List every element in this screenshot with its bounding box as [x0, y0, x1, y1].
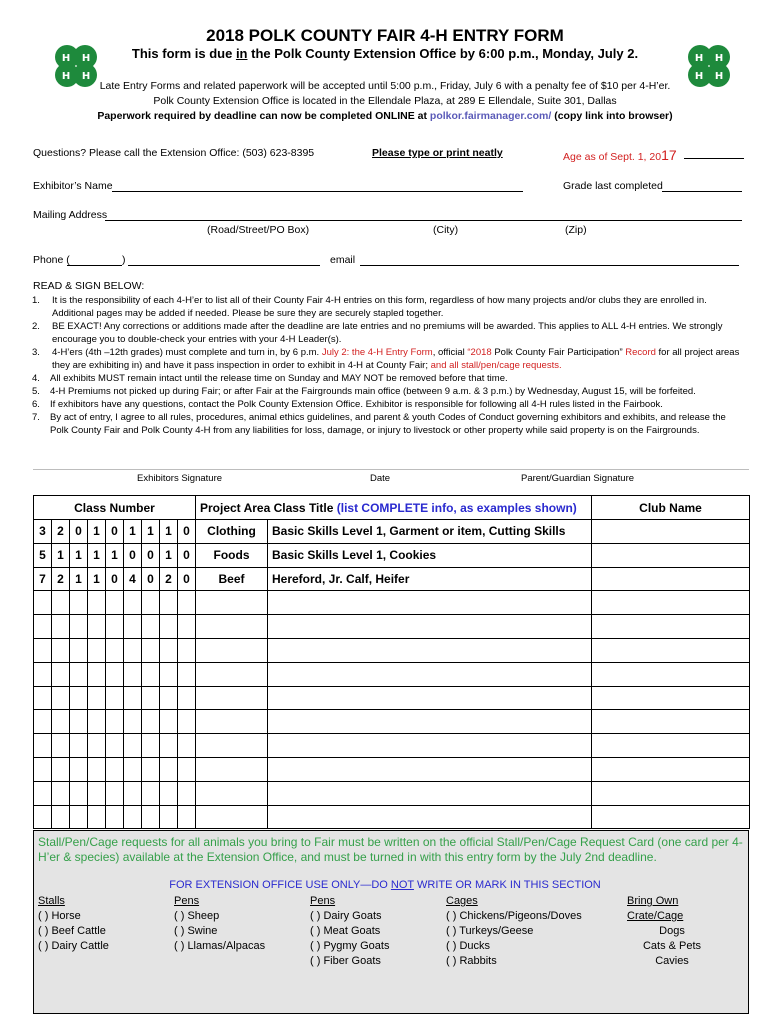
project-area-cell[interactable]: [196, 686, 268, 710]
stall-checkbox-item[interactable]: ( ) Horse: [38, 910, 81, 922]
office-location: Polk County Extension Office is located in the Ellendale Plaza, at 289 E Ellendale, Suite 301, Dallas: [153, 95, 617, 107]
class-digit-cell[interactable]: [160, 805, 178, 829]
class-digit-cell[interactable]: [124, 686, 142, 710]
table-row: [34, 805, 750, 829]
class-digit-cell[interactable]: [34, 662, 52, 686]
project-title-header: Project Area Class Title (list COMPLETE info, as examples shown): [196, 496, 592, 520]
age-field[interactable]: [684, 158, 744, 159]
class-digit-cell[interactable]: 7: [34, 567, 52, 591]
club-name-cell[interactable]: [592, 734, 750, 758]
class-title-cell[interactable]: [268, 805, 592, 829]
rule-item: 6. If exhibitors have any questions, contact the Polk County Extension Office. Exhibitor is responsible for following all 4-H rules listed in the Fairbook.: [32, 399, 663, 410]
class-digit-cell[interactable]: [178, 662, 196, 686]
project-area-cell[interactable]: [196, 734, 268, 758]
club-name-cell[interactable]: [592, 520, 750, 544]
class-digit-cell[interactable]: [124, 591, 142, 615]
class-digit-cell[interactable]: [160, 757, 178, 781]
class-digit-cell[interactable]: 2: [52, 520, 70, 544]
class-digit-cell[interactable]: [142, 757, 160, 781]
project-area-cell[interactable]: Clothing: [196, 520, 268, 544]
class-digit-cell[interactable]: [178, 805, 196, 829]
table-row: [34, 638, 750, 662]
pen-checkbox-item[interactable]: ( ) Llamas/Alpacas: [174, 940, 266, 952]
class-digit-cell[interactable]: [142, 805, 160, 829]
svg-text:H: H: [694, 53, 704, 64]
class-digit-cell[interactable]: [106, 781, 124, 805]
project-area-cell[interactable]: [196, 805, 268, 829]
pen-checkbox-item[interactable]: ( ) Dairy Goats: [310, 910, 382, 922]
exhibitor-signature-label: Exhibitors Signature: [137, 473, 223, 484]
pen-checkbox-item[interactable]: ( ) Fiber Goats: [310, 955, 381, 967]
class-digit-cell[interactable]: [70, 686, 88, 710]
class-digit-cell[interactable]: [88, 686, 106, 710]
class-digit-cell[interactable]: [88, 710, 106, 734]
rule-item: 1. It is the responsibility of each 4-H’er to list all of their County Fair 4-H entries on this form, regardless of how many projects and/or clubs they are enrolled in. Additional pages may be added if needed. Please be sure they are securely stapled together.: [32, 295, 707, 319]
age-label: Age as of Sept. 1, 2017: [563, 147, 677, 163]
club-name-cell[interactable]: [592, 686, 750, 710]
class-title-cell[interactable]: [268, 638, 592, 662]
class-digit-cell[interactable]: [34, 591, 52, 615]
table-row: [34, 710, 750, 734]
class-digit-cell[interactable]: [88, 781, 106, 805]
table-header-row: [34, 496, 750, 520]
class-digit-cell[interactable]: 1: [124, 520, 142, 544]
cages-column: [446, 894, 582, 969]
svg-text:H: H: [714, 53, 724, 64]
class-digit-cell[interactable]: [160, 686, 178, 710]
class-digit-cell[interactable]: [88, 805, 106, 829]
phone-label: Phone (: [33, 254, 70, 266]
class-digit-cell[interactable]: [34, 805, 52, 829]
svg-text:H: H: [81, 71, 91, 82]
svg-text:H: H: [81, 53, 91, 64]
class-digit-cell[interactable]: [106, 591, 124, 615]
class-digit-cell[interactable]: [106, 734, 124, 758]
class-digit-cell[interactable]: [124, 781, 142, 805]
project-area-cell[interactable]: Beef: [196, 567, 268, 591]
club-name-cell[interactable]: [592, 781, 750, 805]
class-digit-cell[interactable]: 4: [124, 567, 142, 591]
class-title-cell[interactable]: [268, 734, 592, 758]
class-digit-cell[interactable]: 0: [142, 543, 160, 567]
zip-hint: (Zip): [565, 224, 587, 236]
office-use-notice: FOR EXTENSION OFFICE USE ONLY—DO NOT WRITE OR MARK IN THIS SECTION: [169, 879, 601, 891]
class-digit-cell[interactable]: [52, 757, 70, 781]
class-digit-cell[interactable]: [88, 734, 106, 758]
class-digit-cell[interactable]: 1: [106, 543, 124, 567]
cage-checkbox-item[interactable]: ( ) Rabbits: [446, 955, 497, 967]
class-digit-cell[interactable]: 0: [70, 520, 88, 544]
phone-close-paren: ): [122, 254, 126, 266]
email-field[interactable]: [360, 265, 739, 266]
project-area-cell[interactable]: [196, 662, 268, 686]
stall-checkbox-item[interactable]: ( ) Beef Cattle: [38, 925, 106, 937]
class-digit-cell[interactable]: [52, 662, 70, 686]
pen-checkbox-item[interactable]: ( ) Meat Goats: [310, 925, 381, 937]
class-digit-cell[interactable]: [178, 781, 196, 805]
table-row: [34, 543, 750, 567]
table-row: [34, 734, 750, 758]
class-digit-cell[interactable]: [106, 615, 124, 639]
class-digit-cell[interactable]: [52, 615, 70, 639]
project-area-cell[interactable]: [196, 781, 268, 805]
class-digit-cell[interactable]: [34, 638, 52, 662]
club-name-cell[interactable]: [592, 710, 750, 734]
club-name-cell[interactable]: [592, 567, 750, 591]
class-digit-cell[interactable]: [160, 734, 178, 758]
signature-line[interactable]: [33, 469, 749, 470]
svg-text:H: H: [694, 71, 704, 82]
class-digit-cell[interactable]: 0: [142, 567, 160, 591]
grade-label: Grade last completed: [563, 180, 663, 192]
class-digit-cell[interactable]: [34, 710, 52, 734]
club-name-cell[interactable]: [592, 805, 750, 829]
class-title-cell[interactable]: Basic Skills Level 1, Cookies: [268, 543, 592, 567]
email-label: email: [330, 254, 356, 266]
pens-column-2: [310, 894, 389, 969]
class-digit-cell[interactable]: 2: [160, 567, 178, 591]
class-title-cell[interactable]: [268, 615, 592, 639]
class-digit-cell[interactable]: [160, 710, 178, 734]
class-digit-cell[interactable]: [70, 591, 88, 615]
club-name-cell[interactable]: [592, 638, 750, 662]
class-digit-cell[interactable]: [52, 734, 70, 758]
crate-header: Bring Own Crate/Cage: [627, 895, 684, 922]
class-digit-cell[interactable]: [160, 638, 178, 662]
class-digit-cell[interactable]: [106, 686, 124, 710]
class-digit-cell[interactable]: [70, 781, 88, 805]
class-digit-cell[interactable]: [142, 591, 160, 615]
class-digit-cell[interactable]: [124, 615, 142, 639]
rule-item: 5. 4-H Premiums not picked up during Fair; or after Fair at the Fairgrounds main office (between 9 a.m. & 3 p.m.) by Wednesday, August 15, will be forfeited.: [32, 386, 696, 397]
class-digit-cell[interactable]: [106, 662, 124, 686]
class-digit-cell[interactable]: 1: [52, 543, 70, 567]
class-digit-cell[interactable]: [142, 662, 160, 686]
rule-item: 7. By act of entry, I agree to all rules, procedures, animal ethics guidelines, and parent & youth Codes of Conduct governing exhibitors and exhibits, and release the Polk County Fair and Polk County 4-H from any liabilities for loss, damage, or injury to livestock or other property while said property is on the Fairgrounds.: [32, 412, 726, 436]
class-digit-cell[interactable]: [160, 662, 178, 686]
class-digit-cell[interactable]: [178, 757, 196, 781]
crate-item: Dogs: [659, 925, 685, 937]
svg-text:H: H: [61, 53, 71, 64]
read-sign-header: READ & SIGN BELOW:: [33, 280, 145, 292]
pens-header: Pens: [310, 895, 336, 907]
rules-list: [30, 294, 745, 437]
pen-checkbox-item[interactable]: ( ) Pygmy Goats: [310, 940, 390, 952]
class-digit-cell[interactable]: [142, 781, 160, 805]
exhibitor-name-label: Exhibitor’s Name: [33, 180, 113, 192]
class-digit-cell[interactable]: 1: [88, 543, 106, 567]
class-digit-cell[interactable]: [124, 638, 142, 662]
class-digit-cell[interactable]: 0: [178, 567, 196, 591]
club-name-cell[interactable]: [592, 543, 750, 567]
class-digit-cell[interactable]: [142, 710, 160, 734]
class-digit-cell[interactable]: 1: [70, 543, 88, 567]
due-notice: This form is due in the Polk County Extension Office by 6:00 p.m., Monday, July 2.: [131, 46, 639, 61]
class-digit-cell[interactable]: [106, 757, 124, 781]
project-area-cell[interactable]: [196, 591, 268, 615]
table-row: [34, 686, 750, 710]
class-digit-cell[interactable]: [124, 757, 142, 781]
svg-text:H: H: [61, 71, 71, 82]
class-title-cell[interactable]: [268, 591, 592, 615]
class-digit-cell[interactable]: 1: [160, 520, 178, 544]
class-digit-cell[interactable]: [142, 638, 160, 662]
class-digit-cell[interactable]: [88, 638, 106, 662]
parent-signature-label: Parent/Guardian Signature: [521, 473, 635, 484]
class-digit-cell[interactable]: [88, 757, 106, 781]
class-digit-cell[interactable]: [34, 734, 52, 758]
class-title-cell[interactable]: [268, 757, 592, 781]
class-digit-cell[interactable]: [52, 781, 70, 805]
road-hint: (Road/Street/PO Box): [207, 224, 310, 236]
city-hint: (City): [433, 224, 459, 236]
class-title-cell[interactable]: [268, 662, 592, 686]
class-digit-cell[interactable]: [88, 615, 106, 639]
table-row: [34, 662, 750, 686]
svg-text:H: H: [714, 71, 724, 82]
club-name-cell[interactable]: [592, 757, 750, 781]
mailing-address-field[interactable]: [105, 220, 742, 221]
class-digit-cell[interactable]: [142, 615, 160, 639]
class-title-cell[interactable]: [268, 781, 592, 805]
date-label: Date: [370, 473, 391, 484]
class-digit-cell[interactable]: [70, 805, 88, 829]
online-notice: Paperwork required by deadline can now be completed ONLINE at polkor.fairmanager.com/ (copy link into browser): [97, 110, 673, 122]
class-digit-cell[interactable]: [34, 615, 52, 639]
class-digit-cell[interactable]: [52, 805, 70, 829]
table-row: [34, 591, 750, 615]
class-title-cell[interactable]: Hereford, Jr. Calf, Heifer: [268, 567, 592, 591]
class-digit-cell[interactable]: 3: [34, 520, 52, 544]
crate-item: Cavies: [655, 955, 689, 967]
class-digit-cell[interactable]: [178, 638, 196, 662]
form-title: 2018 POLK COUNTY FAIR 4-H ENTRY FORM: [206, 26, 564, 45]
table-row: [34, 757, 750, 781]
class-digit-cell[interactable]: [106, 710, 124, 734]
entries-table: [33, 495, 750, 829]
class-digit-cell[interactable]: [178, 686, 196, 710]
rule-item: 3. 4-H’ers (4th –12th grades) must complete and turn in, by 6 p.m. July 2: the 4-H Entry Form, official “2018 Polk County Fair Participation” Record for all project areas they are exhibiting in) and have it pass inspection in order to exhibit in 4-H at County Fair; and all stall/pen/cage requests.: [32, 347, 740, 371]
class-digit-cell[interactable]: 0: [178, 520, 196, 544]
class-digit-cell[interactable]: [88, 591, 106, 615]
club-name-header: Club Name: [592, 496, 750, 520]
class-digit-cell[interactable]: [160, 591, 178, 615]
class-digit-cell[interactable]: 0: [106, 520, 124, 544]
pens-header: Pens: [174, 895, 200, 907]
fairmanager-link[interactable]: polkor.fairmanager.com/: [429, 110, 552, 122]
pens-column-1: [174, 894, 265, 954]
class-digit-cell[interactable]: [52, 686, 70, 710]
class-digit-cell[interactable]: 0: [124, 543, 142, 567]
class-digit-cell[interactable]: [142, 734, 160, 758]
rule-item: 2. BE EXACT! Any corrections or additions made after the deadline are late entries and no premiums will be awarded. This applies to ALL 4-H entries. We strongly encourage you to double-check your entries with your 4-H Leader(s).: [32, 321, 723, 345]
project-area-cell[interactable]: [196, 638, 268, 662]
class-title-cell[interactable]: Basic Skills Level 1, Garment or item, Cutting Skills: [268, 520, 592, 544]
questions-phone: Questions? Please call the Extension Office: (503) 623-8395: [33, 147, 315, 159]
stalls-column: [38, 894, 109, 954]
class-digit-cell[interactable]: [34, 781, 52, 805]
class-digit-cell[interactable]: [52, 638, 70, 662]
class-title-cell[interactable]: [268, 686, 592, 710]
project-area-cell[interactable]: [196, 615, 268, 639]
class-digit-cell[interactable]: [70, 638, 88, 662]
class-digit-cell[interactable]: 1: [88, 520, 106, 544]
class-digit-cell[interactable]: 1: [142, 520, 160, 544]
mailing-address-label: Mailing Address: [33, 209, 108, 221]
class-digit-cell[interactable]: [52, 591, 70, 615]
class-digit-cell[interactable]: 5: [34, 543, 52, 567]
table-row: [34, 520, 750, 544]
cage-checkbox-item[interactable]: ( ) Chickens/Pigeons/Doves: [446, 910, 582, 922]
cage-checkbox-item[interactable]: ( ) Turkeys/Geese: [446, 925, 534, 937]
class-digit-cell[interactable]: [178, 591, 196, 615]
pen-checkbox-item[interactable]: ( ) Swine: [174, 925, 218, 937]
class-digit-cell[interactable]: [34, 686, 52, 710]
class-digit-cell[interactable]: 0: [178, 543, 196, 567]
print-neatly-note: Please type or print neatly: [372, 147, 503, 159]
cages-header: Cages: [446, 895, 478, 907]
class-digit-cell[interactable]: [160, 615, 178, 639]
class-digit-cell[interactable]: [124, 662, 142, 686]
class-digit-cell[interactable]: [88, 662, 106, 686]
class-digit-cell[interactable]: [142, 686, 160, 710]
class-digit-cell[interactable]: 2: [52, 567, 70, 591]
project-area-cell[interactable]: Foods: [196, 543, 268, 567]
exhibitor-name-field[interactable]: [112, 191, 523, 192]
class-digit-cell[interactable]: [106, 805, 124, 829]
class-digit-cell[interactable]: 1: [160, 543, 178, 567]
area-code-field[interactable]: [67, 265, 122, 266]
stalls-header: Stalls: [38, 895, 65, 907]
class-digit-cell[interactable]: [124, 734, 142, 758]
late-entry-notice: Late Entry Forms and related paperwork will be accepted until 5:00 p.m., Friday, July 6 with a penalty fee of $10 per 4-H’er.: [99, 80, 671, 92]
pen-checkbox-item[interactable]: ( ) Sheep: [174, 910, 220, 922]
class-digit-cell[interactable]: [178, 615, 196, 639]
table-row: [34, 615, 750, 639]
class-digit-cell[interactable]: [70, 662, 88, 686]
cage-checkbox-item[interactable]: ( ) Ducks: [446, 940, 490, 952]
crate-item: Cats & Pets: [642, 940, 702, 952]
class-number-header: Class Number: [34, 496, 196, 520]
class-digit-cell[interactable]: 1: [88, 567, 106, 591]
class-title-cell[interactable]: [268, 710, 592, 734]
project-area-cell[interactable]: [196, 710, 268, 734]
class-digit-cell[interactable]: [178, 710, 196, 734]
class-digit-cell[interactable]: [178, 734, 196, 758]
project-area-cell[interactable]: [196, 757, 268, 781]
grade-field[interactable]: [662, 191, 742, 192]
class-digit-cell[interactable]: 1: [70, 567, 88, 591]
phone-field[interactable]: [128, 265, 320, 266]
class-digit-cell[interactable]: [70, 615, 88, 639]
class-digit-cell[interactable]: [124, 805, 142, 829]
table-row: [34, 781, 750, 805]
class-digit-cell[interactable]: [52, 710, 70, 734]
class-digit-cell[interactable]: [106, 638, 124, 662]
stall-checkbox-item[interactable]: ( ) Dairy Cattle: [38, 940, 109, 952]
club-name-cell[interactable]: [592, 662, 750, 686]
class-digit-cell[interactable]: [34, 757, 52, 781]
class-digit-cell[interactable]: [70, 710, 88, 734]
club-name-cell[interactable]: [592, 615, 750, 639]
class-digit-cell[interactable]: [160, 781, 178, 805]
club-name-cell[interactable]: [592, 591, 750, 615]
class-digit-cell[interactable]: [70, 757, 88, 781]
crate-column: [627, 894, 737, 969]
stall-notice: Stall/Pen/Cage requests for all animals you bring to Fair must be written on the official Stall/Pen/Cage Request Card (one card per 4-H’er & species) available at the Extension Office, and must be turned in with this entry form by the July 2nd deadline.: [38, 835, 743, 864]
class-digit-cell[interactable]: [70, 734, 88, 758]
class-digit-cell[interactable]: 0: [106, 567, 124, 591]
rule-item: 4. All exhibits MUST remain intact until the release time on Sunday and MAY NOT be removed before that time.: [32, 373, 508, 384]
class-digit-cell[interactable]: [124, 710, 142, 734]
table-row: [34, 567, 750, 591]
